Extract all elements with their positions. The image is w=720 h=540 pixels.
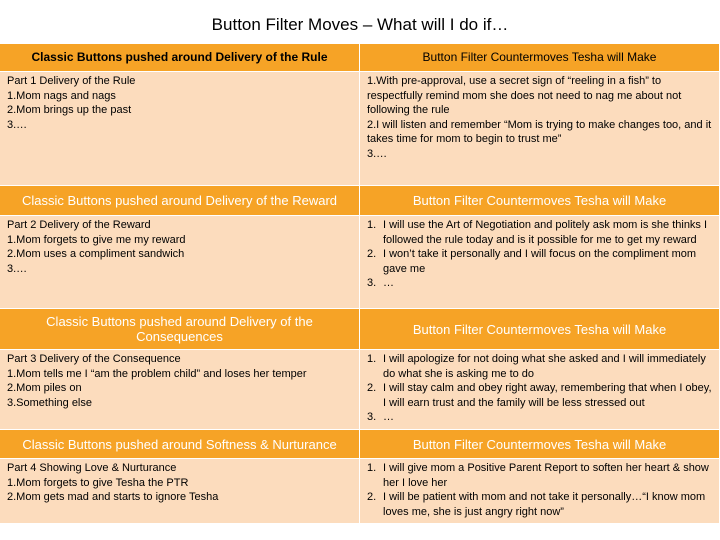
item-number: 1. bbox=[367, 462, 377, 474]
section-1-left-body bbox=[0, 72, 360, 186]
section-2-left-line: 2.Mom uses a compliment sandwich bbox=[7, 248, 185, 261]
item-text: … bbox=[383, 277, 394, 290]
section-1-right-line: 1.With pre-approval, use a secret sign of “reeling in a fish” to respectfully remind mom she does not need to nag me about not following the rule bbox=[367, 75, 682, 117]
list-item bbox=[367, 218, 713, 247]
section-4-right-body bbox=[360, 459, 720, 524]
section-4-left-header: Classic Buttons pushed around Softness & Nurturance bbox=[0, 430, 360, 459]
item-number: 2. bbox=[367, 382, 377, 395]
item-number: 2. bbox=[367, 248, 377, 261]
section-1-right-line: 3.… bbox=[367, 147, 388, 160]
section-2-right-header: Button Filter Countermoves Tesha will Make bbox=[360, 186, 720, 216]
list-item bbox=[367, 276, 713, 291]
section-1-right-line: 2.I will listen and remember “Mom is trying to make changes too, and it takes time for mom to begin to trust me” bbox=[367, 118, 712, 146]
section-3-left-body bbox=[0, 350, 360, 430]
page-title: Button Filter Moves – What will I do if… bbox=[211, 15, 509, 34]
section-4-left-line: 1.Mom forgets to give Tesha the PTR bbox=[7, 476, 189, 489]
section-4-left-line: 2.Mom gets mad and starts to ignore Tesha bbox=[7, 491, 219, 504]
button-filter-table bbox=[0, 44, 720, 524]
section-2-left-body bbox=[0, 216, 360, 309]
item-text: I will give mom a Positive Parent Report to soften her heart & show her I love her bbox=[383, 462, 709, 489]
list-item bbox=[367, 490, 713, 519]
section-2-right-body bbox=[360, 216, 720, 309]
list-item bbox=[367, 410, 713, 425]
section-1-left-line: 1.Mom nags and nags bbox=[7, 89, 116, 102]
section-2-left-line: 1.Mom forgets to give me my reward bbox=[7, 233, 186, 246]
section-3-left-line: 1.Mom tells me I “am the problem child” and loses her temper bbox=[7, 367, 307, 380]
item-number: 1. bbox=[367, 353, 377, 365]
list-item bbox=[367, 461, 713, 490]
section-3-right-header: Button Filter Countermoves Tesha will Make bbox=[360, 309, 720, 350]
section-3-left-line: 2.Mom piles on bbox=[7, 382, 82, 395]
item-number: 2. bbox=[367, 491, 377, 504]
section-2-left-header: Classic Buttons pushed around Delivery of the Reward bbox=[0, 186, 360, 216]
item-number: 1. bbox=[367, 219, 377, 231]
item-number: 3. bbox=[367, 277, 377, 290]
item-number: 3. bbox=[367, 411, 377, 424]
section-3-right-body bbox=[360, 350, 720, 430]
section-3-left-line: 3.Something else bbox=[7, 396, 92, 409]
section-2-left-line: Part 2 Delivery of the Reward bbox=[7, 219, 151, 231]
section-1-left-line: Part 1 Delivery of the Rule bbox=[7, 75, 136, 87]
section-3-left-header: Classic Buttons pushed around Delivery of the Consequences bbox=[0, 309, 360, 350]
section-4-right-header: Button Filter Countermoves Tesha will Make bbox=[360, 430, 720, 459]
section-1-right-header: Button Filter Countermoves Tesha will Make bbox=[360, 44, 720, 72]
section-1-left-line: 3.… bbox=[7, 118, 28, 131]
item-text: I will use the Art of Negotiation and politely ask mom is she thinks I followed the rule today and is it possible for me to get my reward bbox=[383, 219, 708, 246]
section-1-left-header: Classic Buttons pushed around Delivery of the Rule bbox=[0, 44, 360, 72]
section-3-left-line: Part 3 Delivery of the Consequence bbox=[7, 353, 181, 365]
section-1-right-body bbox=[360, 72, 720, 186]
item-text: I will be patient with mom and not take it personally…“I know mom loves me, she is just angry right now” bbox=[383, 491, 706, 518]
item-text: … bbox=[383, 411, 394, 424]
item-text: I will stay calm and obey right away, remembering that when I obey, I will earn trust and the family will be less stressed out bbox=[383, 382, 712, 409]
section-4-left-body bbox=[0, 459, 360, 524]
list-item bbox=[367, 381, 713, 410]
item-text: I won’t take it personally and I will focus on the compliment mom gave me bbox=[383, 248, 697, 275]
item-text: I will apologize for not doing what she asked and I will immediately do what she is asking me to do bbox=[383, 353, 706, 380]
list-item bbox=[367, 247, 713, 276]
section-1-left-line: 2.Mom brings up the past bbox=[7, 104, 132, 117]
section-2-left-line: 3.… bbox=[7, 262, 28, 275]
section-4-left-line: Part 4 Showing Love & Nurturance bbox=[7, 462, 177, 474]
list-item bbox=[367, 352, 713, 381]
